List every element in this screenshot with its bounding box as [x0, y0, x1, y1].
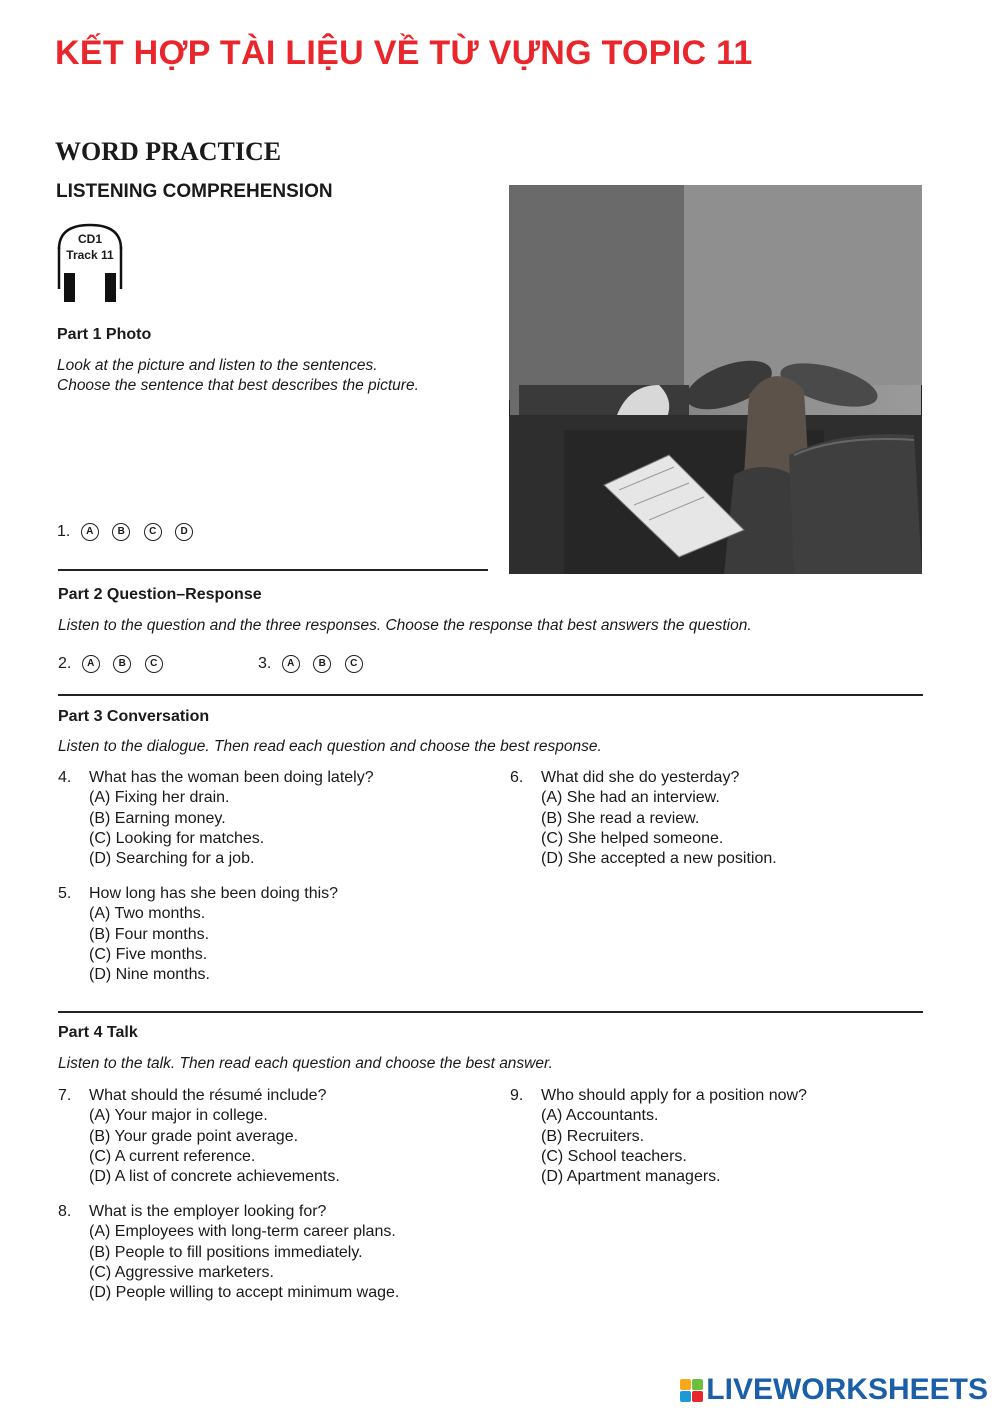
answer-option-c[interactable]: (C) Looking for matches.: [89, 829, 265, 847]
divider: [58, 1011, 923, 1013]
photo-woman-reading-newspaper: [509, 185, 922, 574]
answer-option-a[interactable]: (A) Employees with long-term career plans.: [89, 1223, 396, 1241]
divider: [58, 694, 923, 696]
answer-bubble-a[interactable]: A: [81, 523, 99, 541]
part4-heading: Part 4 Talk: [58, 1024, 138, 1041]
answer-option-a[interactable]: (A) Accountants.: [541, 1107, 659, 1125]
section-title: WORD PRACTICE: [55, 137, 282, 166]
answer-option-c[interactable]: (C) Aggressive marketers.: [89, 1263, 274, 1281]
part2-heading: Part 2 Question–Response: [58, 586, 262, 603]
answer-bubble-d[interactable]: D: [175, 523, 193, 541]
answer-option-d[interactable]: (D) Apartment managers.: [541, 1168, 721, 1186]
question-number: 1.: [57, 523, 71, 540]
answer-option-a[interactable]: (A) Your major in college.: [89, 1107, 268, 1125]
answer-bubble-b[interactable]: B: [313, 655, 331, 673]
track-label: Track 11: [66, 248, 114, 262]
question-number: 6.: [510, 769, 524, 786]
question-number: 8.: [58, 1203, 72, 1220]
liveworksheets-logo[interactable]: [680, 1373, 988, 1407]
answer-bubble-a[interactable]: A: [282, 655, 300, 673]
part1-instruction-1: Look at the picture and listen to the sentences.: [57, 357, 378, 374]
answer-option-d[interactable]: (D) Searching for a job.: [89, 850, 255, 868]
logo-square: [692, 1379, 703, 1390]
question-text: What has the woman been doing lately?: [89, 769, 374, 786]
question-5: [58, 884, 338, 985]
answer-bubble-c[interactable]: C: [345, 655, 363, 673]
logo-square: [680, 1391, 691, 1402]
question-number: 5.: [58, 885, 72, 902]
question-number: 9.: [510, 1087, 524, 1104]
answer-option-c[interactable]: (C) Five months.: [89, 945, 208, 963]
question-number: 3.: [258, 655, 272, 672]
answer-option-b[interactable]: (B) People to fill positions immediately.: [89, 1243, 363, 1261]
question-7: [58, 1086, 340, 1187]
answer-bubble-c[interactable]: C: [144, 523, 162, 541]
subsection-title: LISTENING COMPREHENSION: [56, 181, 333, 202]
question-9: [510, 1086, 807, 1187]
question-1-answers: [57, 523, 202, 541]
answer-option-b[interactable]: (B) Four months.: [89, 925, 210, 943]
answer-option-b[interactable]: (B) Earning money.: [89, 809, 226, 827]
part3-heading: Part 3 Conversation: [58, 708, 210, 725]
part1-instruction-2: Choose the sentence that best describes the picture.: [57, 377, 419, 394]
headphones-icon: [55, 219, 125, 303]
divider: [58, 569, 488, 571]
answer-option-d[interactable]: (D) People willing to accept minimum wage.: [89, 1284, 400, 1302]
question-8: [58, 1202, 399, 1303]
answer-option-c[interactable]: (C) School teachers.: [541, 1147, 687, 1165]
logo-square: [680, 1379, 691, 1390]
answer-option-b[interactable]: (B) She read a review.: [541, 809, 700, 827]
question-number: 4.: [58, 769, 72, 786]
question-number: 7.: [58, 1087, 72, 1104]
answer-option-a[interactable]: (A) She had an interview.: [541, 789, 720, 807]
question-text: Who should apply for a position now?: [541, 1087, 807, 1104]
answer-option-d[interactable]: (D) She accepted a new position.: [541, 850, 777, 868]
question-text: What should the résumé include?: [89, 1087, 327, 1104]
answer-option-c[interactable]: (C) A current reference.: [89, 1147, 256, 1165]
question-text: What is the employer looking for?: [89, 1203, 327, 1220]
answer-option-d[interactable]: (D) A list of concrete achievements.: [89, 1168, 340, 1186]
question-number: 2.: [58, 655, 72, 672]
question-3-answers: [258, 655, 372, 673]
answer-option-a[interactable]: (A) Fixing her drain.: [89, 789, 230, 807]
logo-text: LIVEWORKSHEETS: [706, 1373, 988, 1406]
part3-instruction: Listen to the dialogue. Then read each question and choose the best response.: [58, 738, 602, 755]
answer-option-d[interactable]: (D) Nine months.: [89, 966, 210, 984]
part4-instruction: Listen to the talk. Then read each question and choose the best answer.: [58, 1055, 553, 1072]
answer-option-b[interactable]: (B) Your grade point average.: [89, 1127, 299, 1145]
answer-bubble-b[interactable]: B: [112, 523, 130, 541]
question-6: [510, 768, 777, 869]
logo-mark-icon: [680, 1379, 703, 1402]
answer-bubble-c[interactable]: C: [145, 655, 163, 673]
question-2-answers: [58, 655, 172, 673]
question-4: [58, 768, 374, 869]
answer-option-c[interactable]: (C) She helped someone.: [541, 829, 724, 847]
answer-option-a[interactable]: (A) Two months.: [89, 905, 206, 923]
part1-heading: Part 1 Photo: [57, 326, 152, 343]
page-title: KẾT HỢP TÀI LIỆU VỀ TỪ VỰNG TOPIC 11: [55, 34, 753, 72]
answer-bubble-a[interactable]: A: [82, 655, 100, 673]
question-text: What did she do yesterday?: [541, 769, 740, 786]
logo-square: [692, 1391, 703, 1402]
cd-label: CD1: [77, 232, 102, 246]
part2-instruction: Listen to the question and the three responses. Choose the response that best answers the question.: [58, 617, 752, 634]
answer-option-b[interactable]: (B) Recruiters.: [541, 1127, 645, 1145]
answer-bubble-b[interactable]: B: [113, 655, 131, 673]
question-text: How long has she been doing this?: [89, 885, 339, 902]
